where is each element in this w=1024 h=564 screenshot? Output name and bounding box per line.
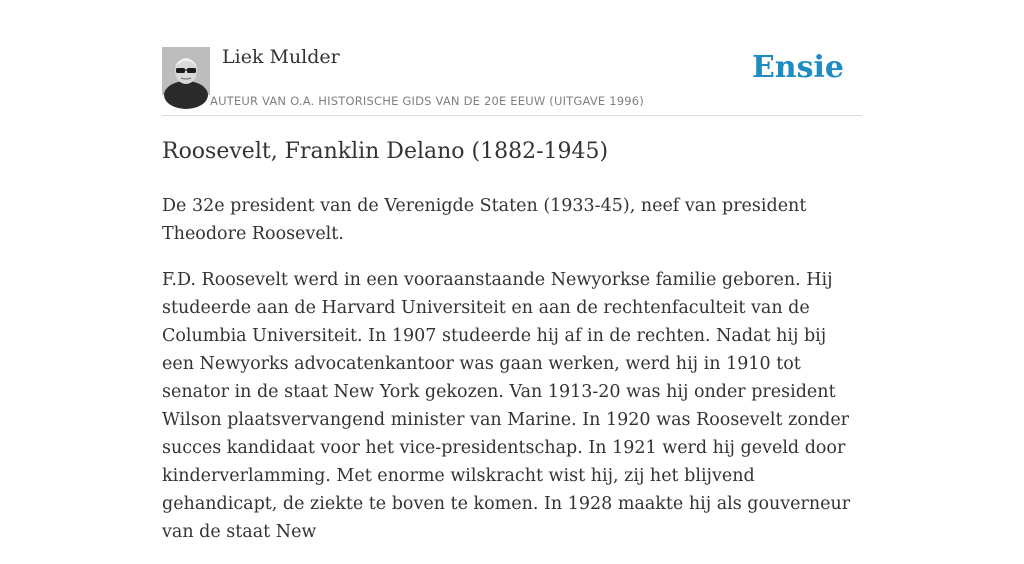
author-bio: AUTEUR VAN O.A. HISTORISCHE GIDS VAN DE 20E EEUW (UITGAVE 1996) bbox=[210, 94, 644, 108]
author-header bbox=[162, 44, 862, 116]
article-paragraph: De 32e president van de Verenigde Staten (1933-45), neef van president Theodore Roosevelt. bbox=[162, 196, 807, 244]
article-title: Roosevelt, Franklin Delano (1882-1945) bbox=[162, 139, 609, 164]
article-paragraph: F.D. Roosevelt werd in een vooraanstaande Newyorkse familie geboren. Hij studeerde aan de Harvard Universiteit en aan de rechtenfaculteit van de Columbia Universiteit. In 1907 studeerde hij af in de rechten. Nadat hij bij een Newyorks advocatenkantoor was gaan werken, werd hij in 1910 tot senator in de staat New York gekozen. Van 1913-20 was hij onder president Wilson plaatsvervangend minister van Marine. In 1920 was Roosevelt zonder succes kandidaat voor het vice-presidentschap. In 1921 werd hij geveld door kinderverlamming. Met enorme wilskracht wist hij, zij het blijvend gehandicapt, de ziekte te boven te komen. In 1928 maakte hij als gouverneur van de staat New bbox=[162, 270, 851, 542]
ensie-logo[interactable]: Ensie bbox=[751, 50, 844, 85]
author-name[interactable]: Liek Mulder bbox=[222, 46, 340, 68]
author-portrait-icon bbox=[162, 47, 210, 95]
article-body bbox=[162, 192, 862, 564]
author-avatar[interactable] bbox=[162, 47, 210, 95]
